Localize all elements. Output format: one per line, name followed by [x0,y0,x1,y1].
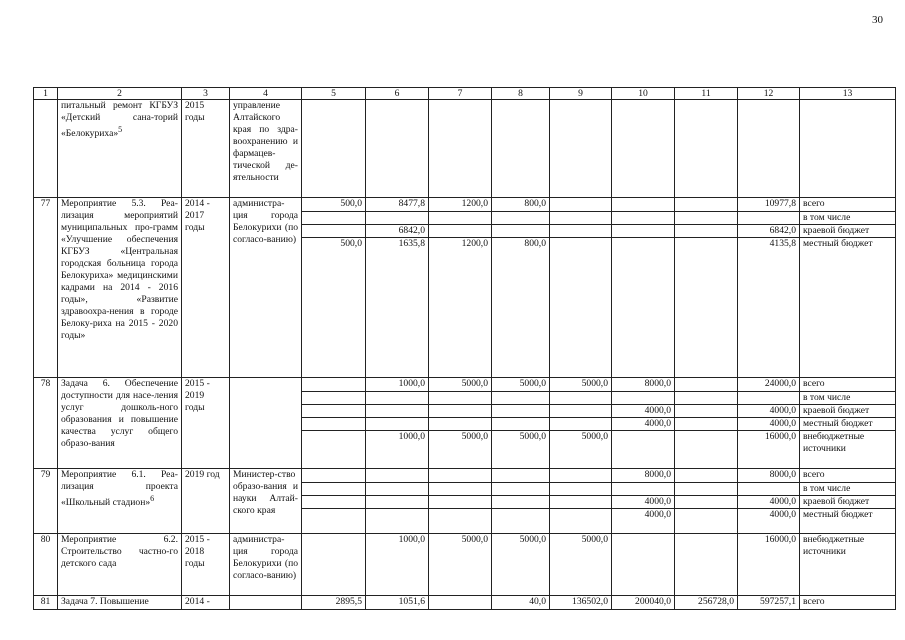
value-cell [550,212,612,225]
source-cell: местный бюджет [800,418,896,431]
source-cell: в том числе [800,212,896,225]
value-cell: 4000,0 [738,509,800,534]
value-cell: 1000,0 [366,378,429,392]
value-cell: 10977,8 [738,198,800,212]
value-cell [675,212,738,225]
page-number: 30 [872,14,883,26]
value-cell: 5000,0 [550,431,612,469]
value-cell [429,483,492,496]
value-cell [675,509,738,534]
measure-name-cell [58,100,182,198]
header-cell: 7 [429,88,492,100]
measure-name-cell: Задача 6. Обеспечение доступности для насе-ления услуг дошколь-ного образования и повышение качества услуг общего образо-вания [58,378,182,469]
value-cell [302,405,366,418]
value-cell [738,483,800,496]
header-cell: 11 [675,88,738,100]
value-cell [302,418,366,431]
value-cell [612,198,675,212]
value-cell [550,405,612,418]
value-cell [738,100,800,198]
value-cell: 1200,0 [429,198,492,212]
period-cell: 2015 - 2018 годы [182,534,230,596]
value-cell [550,509,612,534]
table-row [34,100,896,198]
value-cell [675,100,738,198]
footnote-mark: 5 [118,125,123,134]
value-cell: 5000,0 [429,534,492,596]
value-cell: 4000,0 [738,405,800,418]
header-cell: 9 [550,88,612,100]
value-cell [302,431,366,469]
value-cell [550,469,612,483]
value-cell [302,392,366,405]
value-cell [429,405,492,418]
source-cell [800,100,896,198]
value-cell [612,483,675,496]
table-row [34,469,896,483]
source-cell: краевой бюджет [800,496,896,509]
value-cell: 16000,0 [738,431,800,469]
value-cell: 6842,0 [366,225,429,238]
source-cell: в том числе [800,483,896,496]
row-number-cell: 80 [34,534,58,596]
table-row [34,596,896,610]
value-cell [738,212,800,225]
value-cell [675,198,738,212]
value-cell [612,431,675,469]
period-cell: 2014 - [182,596,230,610]
value-cell: 5000,0 [492,431,550,469]
value-cell [302,496,366,509]
value-cell [612,100,675,198]
value-cell [366,392,429,405]
header-cell: 3 [182,88,230,100]
executor-cell: администра-ция города Белокурихи (по согласо-ванию) [230,534,302,596]
source-cell: внебюджетные источники [800,534,896,596]
source-cell: краевой бюджет [800,225,896,238]
value-cell [302,509,366,534]
value-cell [550,225,612,238]
value-cell [302,483,366,496]
value-cell [492,496,550,509]
value-cell [675,534,738,596]
value-cell: 800,0 [492,198,550,212]
value-cell [366,496,429,509]
measure-name: Мероприятие 6.1. Реа-лизация проекта «Школьный стадион» [61,469,178,509]
value-cell [612,392,675,405]
value-cell [302,100,366,198]
value-cell: 6842,0 [738,225,800,238]
header-cell: 12 [738,88,800,100]
value-cell: 5000,0 [429,431,492,469]
value-cell [492,212,550,225]
value-cell: 5000,0 [550,378,612,392]
value-cell [429,212,492,225]
value-cell [302,225,366,238]
value-cell [550,496,612,509]
budget-table [33,87,896,610]
value-cell: 8000,0 [612,469,675,483]
value-cell: 256728,0 [675,596,738,610]
value-cell: 5000,0 [492,378,550,392]
value-cell [366,100,429,198]
value-cell: 8000,0 [738,469,800,483]
value-cell [675,418,738,431]
value-cell: 1000,0 [366,431,429,469]
value-cell: 200040,0 [612,596,675,610]
row-number-cell: 81 [34,596,58,610]
executor-cell: Министер-ство образо-вания и науки Алтай-ского края [230,469,302,534]
source-cell: местный бюджет [800,509,896,534]
value-cell [550,238,612,378]
value-cell [738,392,800,405]
value-cell: 4135,8 [738,238,800,378]
value-cell [302,469,366,483]
period-cell: 2015 - 2019 годы [182,378,230,469]
value-cell [550,483,612,496]
value-cell: 2895,5 [302,596,366,610]
value-cell [675,225,738,238]
value-cell: 4000,0 [612,405,675,418]
value-cell: 4000,0 [738,496,800,509]
value-cell [302,534,366,596]
executor-cell: администра-ция города Белокурихи (по согласо-ванию) [230,198,302,378]
value-cell [366,405,429,418]
source-cell: местный бюджет [800,238,896,378]
value-cell [550,198,612,212]
value-cell: 1051,6 [366,596,429,610]
value-cell [550,100,612,198]
value-cell [366,212,429,225]
executor-cell [230,596,302,610]
value-cell [675,378,738,392]
value-cell: 4000,0 [612,418,675,431]
footnote-mark: 6 [150,494,155,503]
value-cell [429,496,492,509]
measure-name-cell: Мероприятие 6.2. Строительство частно-го детского сада [58,534,182,596]
value-cell: 24000,0 [738,378,800,392]
value-cell [550,392,612,405]
period-cell: 2014 - 2017 годы [182,198,230,378]
value-cell [550,418,612,431]
header-cell: 5 [302,88,366,100]
source-cell: всего [800,378,896,392]
value-cell [612,225,675,238]
source-cell: всего [800,469,896,483]
table-row [34,534,896,596]
value-cell [492,100,550,198]
value-cell [675,405,738,418]
value-cell: 40,0 [492,596,550,610]
value-cell [675,469,738,483]
header-cell: 13 [800,88,896,100]
value-cell: 8477,8 [366,198,429,212]
value-cell [366,418,429,431]
value-cell [492,509,550,534]
source-cell: в том числе [800,392,896,405]
table-row [34,198,896,212]
source-cell: внебюджетные источники [800,431,896,469]
period-cell: 2019 год [182,469,230,534]
value-cell [429,392,492,405]
value-cell [366,483,429,496]
value-cell: 5000,0 [550,534,612,596]
measure-name: питальный ремонт КГБУЗ «Детский сана-торий «Белокуриха» [61,100,178,140]
value-cell [492,405,550,418]
value-cell [492,225,550,238]
header-cell: 4 [230,88,302,100]
value-cell [429,225,492,238]
value-cell: 800,0 [492,238,550,378]
value-cell: 16000,0 [738,534,800,596]
table-row [34,378,896,392]
value-cell: 1635,8 [366,238,429,378]
row-number-cell: 79 [34,469,58,534]
measure-name-cell: Мероприятие 5.3. Реа-лизация мероприятий муниципальных про-грамм «Улучшение обеспечения КГБУЗ «Центральная городская больница города Белокуриха» медицинскими кадрами на 2014 - 2016 годы», «Развитие здравоохра-нения в городе Белоку-риха на 2015 - 2020 годы» [58,198,182,378]
value-cell [675,238,738,378]
source-cell: краевой бюджет [800,405,896,418]
value-cell [366,509,429,534]
value-cell [492,469,550,483]
value-cell [612,534,675,596]
header-cell: 8 [492,88,550,100]
header-row [34,88,896,100]
period-cell: 2015 годы [182,100,230,198]
value-cell: 4000,0 [612,509,675,534]
value-cell: 1000,0 [366,534,429,596]
value-cell: 4000,0 [738,418,800,431]
value-cell: 8000,0 [612,378,675,392]
header-cell: 2 [58,88,182,100]
executor-cell [230,378,302,469]
value-cell [675,496,738,509]
value-cell [612,212,675,225]
row-number-cell: 78 [34,378,58,469]
value-cell [492,392,550,405]
value-cell [492,418,550,431]
source-cell: всего [800,198,896,212]
value-cell [675,392,738,405]
value-cell [429,100,492,198]
value-cell: 500,0 [302,238,366,378]
value-cell: 5000,0 [492,534,550,596]
measure-name-cell: Задача 7. Повышение [58,596,182,610]
value-cell [675,483,738,496]
value-cell [302,378,366,392]
measure-name-cell [58,469,182,534]
row-number-cell [34,100,58,198]
value-cell: 1200,0 [429,238,492,378]
row-number-cell: 77 [34,198,58,378]
value-cell [429,469,492,483]
value-cell [675,431,738,469]
value-cell: 5000,0 [429,378,492,392]
value-cell [429,596,492,610]
value-cell [612,238,675,378]
value-cell: 136502,0 [550,596,612,610]
value-cell: 500,0 [302,198,366,212]
value-cell: 597257,1 [738,596,800,610]
source-cell: всего [800,596,896,610]
header-cell: 6 [366,88,429,100]
value-cell: 4000,0 [612,496,675,509]
value-cell [366,469,429,483]
executor-cell: управление Алтайского края по здра-воохранению и фармацев-тической де-ятельности [230,100,302,198]
value-cell [429,509,492,534]
value-cell [429,418,492,431]
value-cell [492,483,550,496]
value-cell [302,212,366,225]
header-cell: 10 [612,88,675,100]
header-cell: 1 [34,88,58,100]
